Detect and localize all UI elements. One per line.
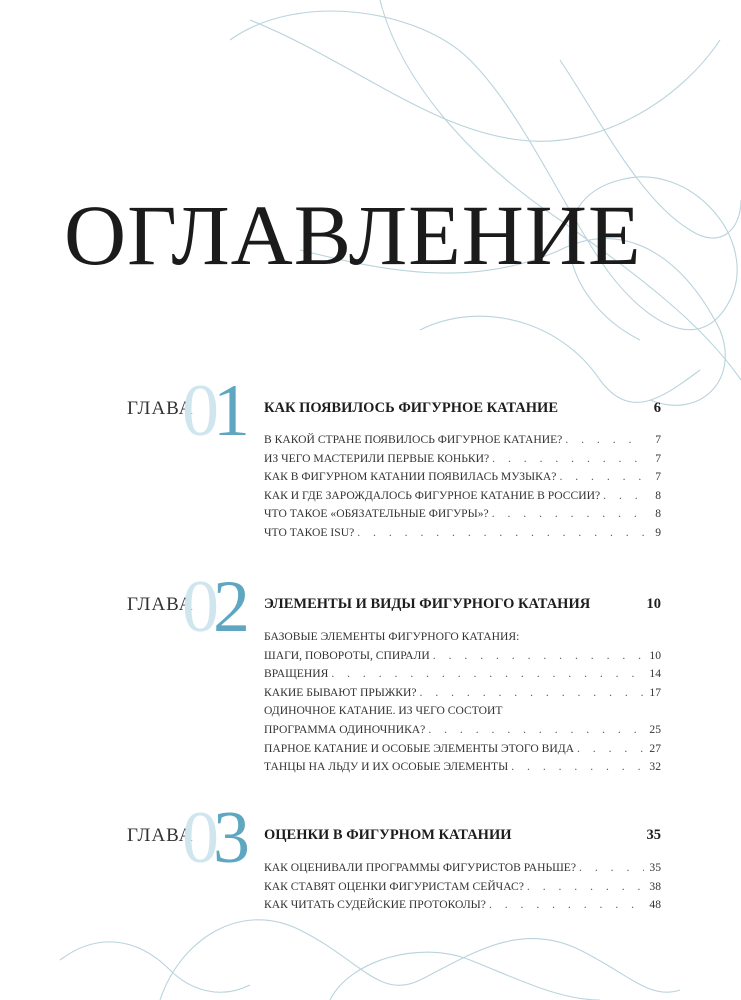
chapter-number: 03 bbox=[182, 797, 244, 879]
toc-entry[interactable]: ОДИНОЧНОЕ КАТАНИЕ. ИЗ ЧЕГО СОСТОИТ bbox=[264, 704, 503, 718]
toc-entry[interactable]: ТАНЦЫ НА ЛЬДУ И ИХ ОСОБЫЕ ЭЛЕМЕНТЫ . . . 32 bbox=[264, 760, 661, 779]
toc-entry[interactable]: ВРАЩЕНИЯ . . . 14 bbox=[264, 667, 661, 686]
chapter-title[interactable]: КАК ПОЯВИЛОСЬ ФИГУРНОЕ КАТАНИЕ bbox=[264, 400, 558, 416]
toc-entry[interactable]: ЧТО ТАКОЕ ISU? . . . 9 bbox=[264, 526, 661, 545]
toc-entry[interactable]: ЧТО ТАКОЕ «ОБЯЗАТЕЛЬНЫЕ ФИГУРЫ»? . . . 8 bbox=[264, 507, 661, 526]
chapter-label: ГЛАВА bbox=[127, 398, 194, 419]
toc-entry[interactable]: КАК И ГДЕ ЗАРОЖДАЛОСЬ ФИГУРНОЕ КАТАНИЕ В РОССИИ? . . . 8 bbox=[264, 489, 661, 508]
chapter-label: ГЛАВА bbox=[127, 825, 194, 846]
chapter-label: ГЛАВА bbox=[127, 594, 194, 615]
chapter-title[interactable]: ОЦЕНКИ В ФИГУРНОМ КАТАНИИ bbox=[264, 827, 512, 843]
toc-entry[interactable]: КАК ОЦЕНИВАЛИ ПРОГРАММЫ ФИГУРИСТОВ РАНЬШЕ? . . . 35 bbox=[264, 861, 661, 880]
entry-list bbox=[264, 861, 661, 917]
page-title: ОГЛАВЛЕНИЕ bbox=[64, 187, 642, 283]
chapter-page: 10 bbox=[646, 596, 661, 612]
toc-entry[interactable]: ИЗ ЧЕГО МАСТЕРИЛИ ПЕРВЫЕ КОНЬКИ? . . . 7 bbox=[264, 452, 661, 471]
chapter-page: 35 bbox=[646, 827, 661, 843]
toc-entry[interactable]: ПРОГРАММА ОДИНОЧНИКА? . . . 25 bbox=[264, 723, 661, 742]
chapter-number: 02 bbox=[182, 566, 244, 648]
chapter-title[interactable]: ЭЛЕМЕНТЫ И ВИДЫ ФИГУРНОГО КАТАНИЯ bbox=[264, 596, 591, 612]
toc-entry[interactable]: КАК В ФИГУРНОМ КАТАНИИ ПОЯВИЛАСЬ МУЗЫКА? . . . 7 bbox=[264, 470, 661, 489]
toc-entry[interactable]: БАЗОВЫЕ ЭЛЕМЕНТЫ ФИГУРНОГО КАТАНИЯ: bbox=[264, 630, 520, 643]
toc-entry[interactable]: КАК СТАВЯТ ОЦЕНКИ ФИГУРИСТАМ СЕЙЧАС? . . . 38 bbox=[264, 880, 661, 899]
toc-entry[interactable]: ШАГИ, ПОВОРОТЫ, СПИРАЛИ . . . 10 bbox=[264, 649, 661, 668]
toc-entry[interactable]: ПАРНОЕ КАТАНИЕ И ОСОБЫЕ ЭЛЕМЕНТЫ ЭТОГО ВИДА . . . 27 bbox=[264, 742, 661, 761]
chapter-number: 01 bbox=[182, 370, 244, 452]
chapter-page: 6 bbox=[653, 400, 661, 416]
toc-entry[interactable]: В КАКОЙ СТРАНЕ ПОЯВИЛОСЬ ФИГУРНОЕ КАТАНИЕ? . . . 7 bbox=[264, 433, 661, 452]
entry-list bbox=[264, 630, 661, 779]
toc-entry[interactable]: КАКИЕ БЫВАЮТ ПРЫЖКИ? . . . 17 bbox=[264, 686, 661, 705]
entry-list bbox=[264, 433, 661, 545]
toc-entry[interactable]: КАК ЧИТАТЬ СУДЕЙСКИЕ ПРОТОКОЛЫ? . . . 48 bbox=[264, 898, 661, 917]
